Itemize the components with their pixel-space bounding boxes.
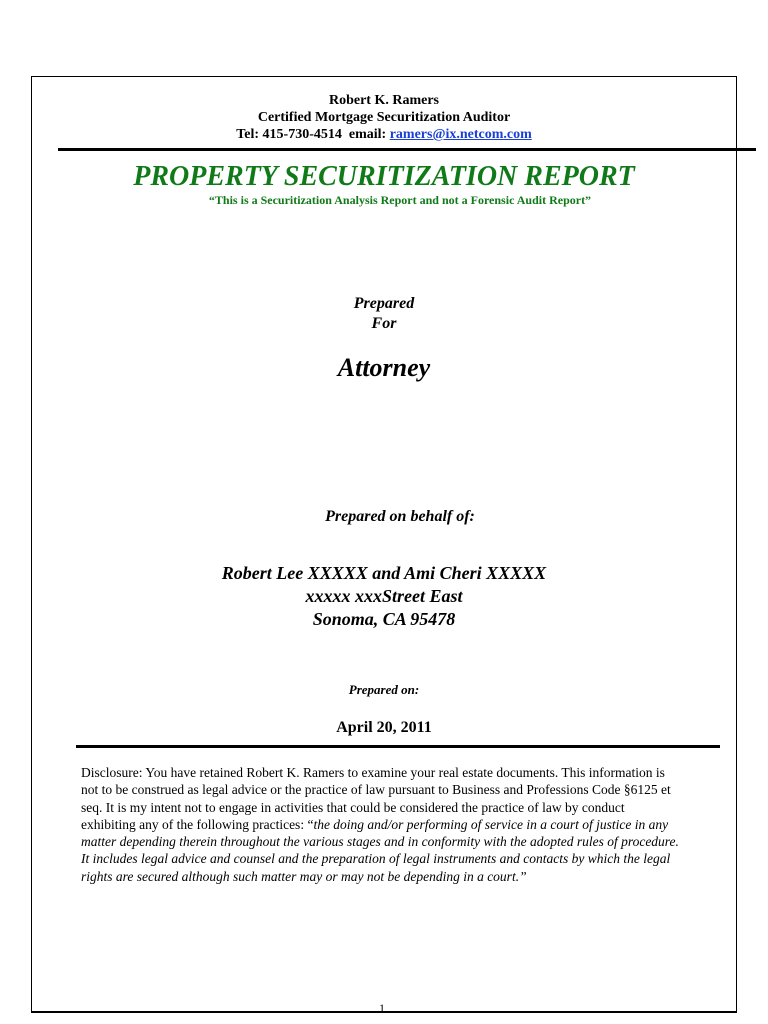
behalf-label: Prepared on behalf of:	[325, 508, 475, 525]
disclosure-quote: the doing and/or performing of service in a court of justice in any matter depending therein throughout the various stages and in conformity with the adopted rules of procedure. It includes legal advice and counsel and the preparation of legal instruments and contacts by which the legal rights are secured although such matter may or may not be depending in a court.”	[81, 816, 679, 884]
prepared-on-label: Prepared on:	[348, 682, 420, 697]
email-link[interactable]: ramers@ix.netcom.com	[389, 127, 532, 142]
disclosure-text: Disclosure: You have retained Robert K. Ramers to examine your real estate documents. This information is not to be construed as legal advice or the practice of law pursuant to Business and Professions Code §6125 et seq. It is my intent not to engage in activities that could be considered the practice of law by conduct exhibiting any of the following practices: “	[81, 765, 671, 832]
prepared-for-line1: Prepared	[353, 295, 415, 312]
author-header	[0, 92, 768, 143]
client-block	[0, 562, 768, 631]
date-divider	[76, 745, 720, 748]
prepared-for	[0, 294, 768, 334]
author-title: Certified Mortgage Securitization Auditor	[257, 110, 511, 125]
client-city: Sonoma, CA 95478	[312, 609, 456, 629]
disclosure-paragraph	[81, 764, 681, 885]
page-number: 1	[379, 1001, 385, 1015]
recipient: Attorney	[337, 353, 431, 382]
prepared-for-line2: For	[371, 315, 397, 332]
client-names: Robert Lee XXXXX and Ami Cheri XXXXX	[221, 563, 547, 583]
contact-phone: Tel: 415-730-4514 email:	[236, 127, 390, 142]
header-divider	[58, 148, 756, 151]
report-date: April 20, 2011	[336, 719, 432, 736]
report-title: PROPERTY SECURITIZATION REPORT	[133, 161, 635, 192]
client-street: xxxxx xxxStreet East	[305, 586, 463, 606]
report-subtitle: “This is a Securitization Analysis Report and not a Forensic Audit Report”	[208, 193, 592, 207]
author-name: Robert K. Ramers	[328, 93, 440, 108]
author-contact	[0, 126, 768, 143]
